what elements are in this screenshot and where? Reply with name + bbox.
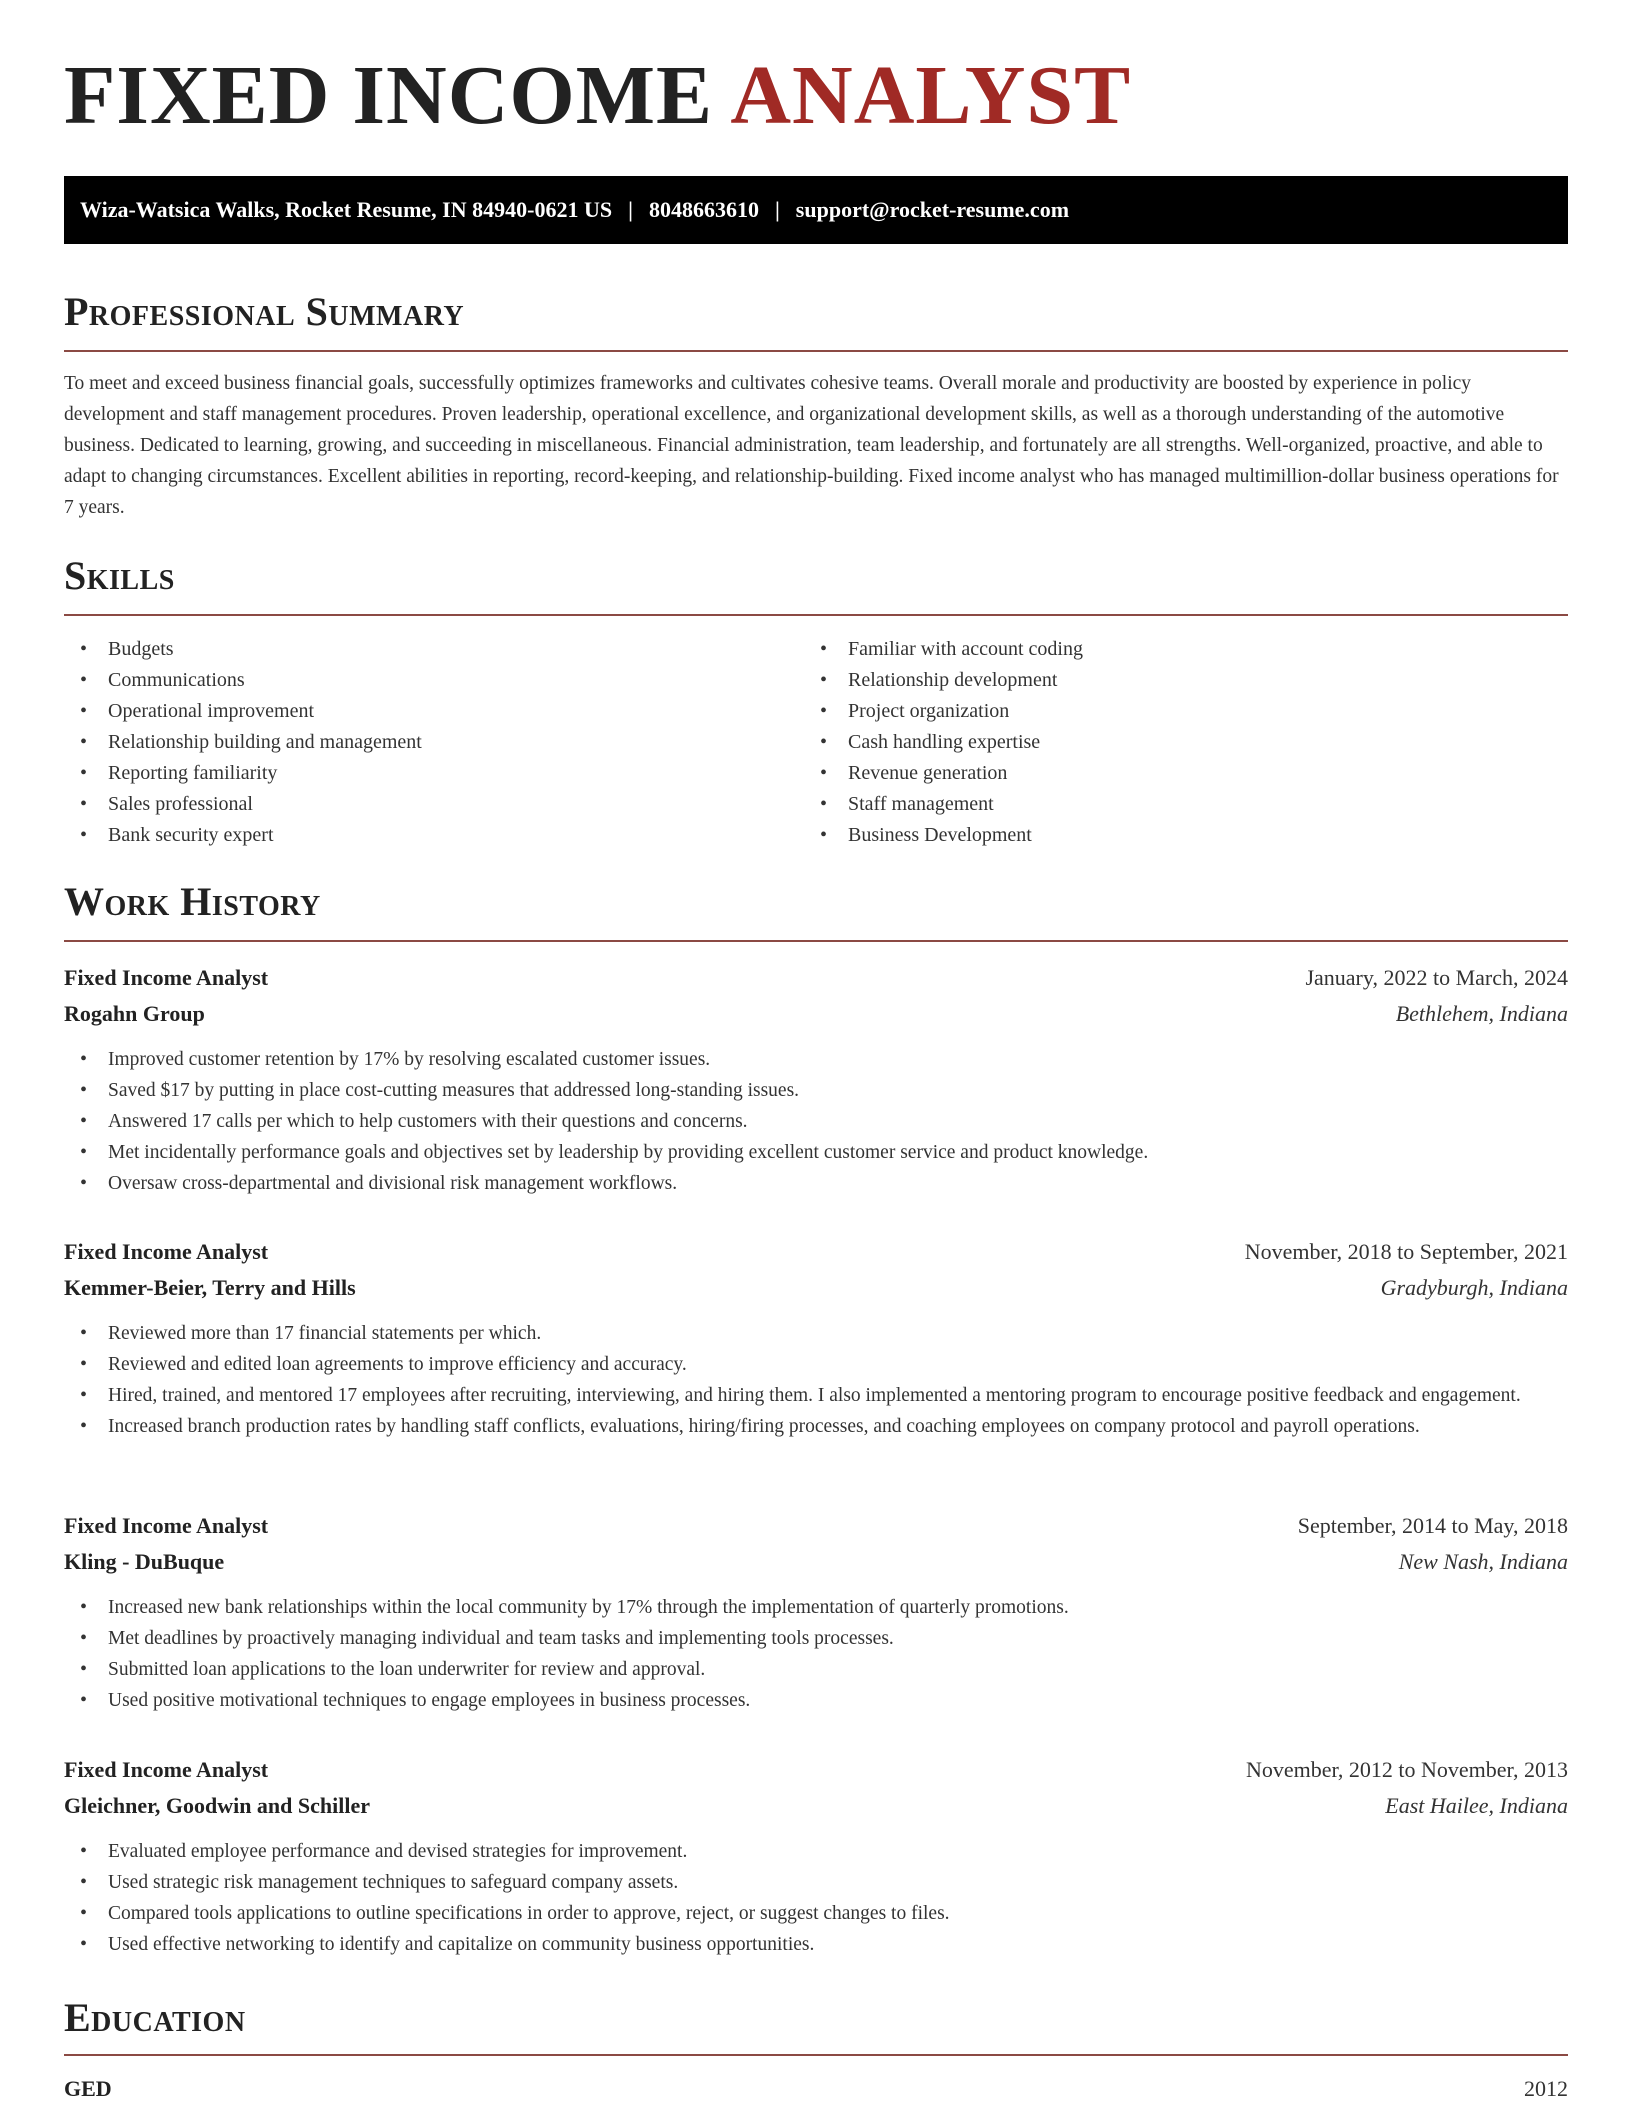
job-title: Fixed Income Analyst — [64, 1757, 269, 1782]
job-entry — [64, 960, 1568, 1199]
skill-item: • Communications — [64, 665, 784, 696]
skill-item: • Relationship building and management — [64, 727, 784, 758]
contact-separator: | — [628, 197, 633, 222]
skill-item: • Operational improvement — [64, 696, 784, 727]
title-accent: ANALYST — [730, 49, 1132, 142]
education-entry — [64, 2076, 1568, 2102]
skill-item: • Sales professional — [64, 789, 784, 820]
resume-title — [64, 49, 1132, 142]
contact-address: Wiza-Watsica Walks, Rocket Resume, IN 84940-0621 US — [80, 197, 613, 222]
job-bullet: • Saved $17 by putting in place cost-cutting measures that addressed long-standing issues. — [64, 1075, 1568, 1106]
skill-item: • Cash handling expertise — [804, 727, 1568, 758]
job-location: East Hailee, Indiana — [1385, 1793, 1568, 1818]
job-company: Kling - DuBuque — [64, 1549, 225, 1574]
job-bullets — [64, 1836, 1568, 1960]
skill-item: • Business Development — [804, 820, 1568, 851]
title-main: FIXED INCOME — [64, 49, 714, 142]
job-bullet: • Oversaw cross-departmental and divisional risk management workflows. — [64, 1168, 1568, 1199]
summary-heading: Professional Summary — [64, 289, 465, 334]
job-dates: September, 2014 to May, 2018 — [1297, 1513, 1568, 1538]
job-dates: January, 2022 to March, 2024 — [1305, 965, 1568, 990]
job-title: Fixed Income Analyst — [64, 965, 269, 990]
section-divider — [64, 2054, 1568, 2056]
job-entry — [64, 1234, 1568, 1442]
skill-item: • Budgets — [64, 634, 784, 665]
contact-email[interactable]: support@rocket-resume.com — [795, 197, 1070, 222]
skill-item: • Revenue generation — [804, 758, 1568, 789]
contact-phone[interactable]: 8048663610 — [648, 197, 759, 222]
job-bullets — [64, 1044, 1568, 1199]
section-divider — [64, 614, 1568, 616]
job-bullet: • Compared tools applications to outline specifications in order to approve, reject, or suggest changes to files. — [64, 1898, 1568, 1929]
job-dates: November, 2012 to November, 2013 — [1245, 1757, 1568, 1782]
job-bullets — [64, 1318, 1568, 1442]
skill-item: • Familiar with account coding — [804, 634, 1568, 665]
skills-heading: Skills — [64, 553, 175, 598]
job-entry — [64, 1752, 1568, 1960]
job-bullet: • Hired, trained, and mentored 17 employees after recruiting, interviewing, and hiring them. I also implemented a mentoring program to encourage positive feedback and engagement. — [64, 1380, 1568, 1411]
job-bullet: • Answered 17 calls per which to help customers with their questions and concerns. — [64, 1106, 1568, 1137]
job-bullet: • Increased new bank relationships within the local community by 17% through the implementation of quarterly promotions. — [64, 1592, 1568, 1623]
job-bullet: • Used effective networking to identify and capitalize on community business opportunities. — [64, 1929, 1568, 1960]
section-divider — [64, 940, 1568, 942]
job-bullet: • Met incidentally performance goals and objectives set by leadership by providing excellent customer service and product knowledge. — [64, 1137, 1568, 1168]
job-location: Bethlehem, Indiana — [1395, 1001, 1568, 1026]
skill-item: • Relationship development — [804, 665, 1568, 696]
section-divider — [64, 350, 1568, 352]
job-bullet: • Reviewed more than 17 financial statements per which. — [64, 1318, 1568, 1349]
job-bullet: • Evaluated employee performance and devised strategies for improvement. — [64, 1836, 1568, 1867]
education-year: 2012 — [1524, 2076, 1568, 2101]
job-company: Kemmer-Beier, Terry and Hills — [64, 1275, 356, 1300]
skill-item: • Reporting familiarity — [64, 758, 784, 789]
job-bullet: • Used strategic risk management techniques to safeguard company assets. — [64, 1867, 1568, 1898]
contact-bar — [64, 176, 1568, 244]
job-company: Gleichner, Goodwin and Schiller — [64, 1793, 371, 1818]
skills-list-right — [804, 634, 1568, 851]
job-title: Fixed Income Analyst — [64, 1513, 269, 1538]
education-degree: GED — [64, 2076, 112, 2101]
skills-list-left — [64, 634, 784, 851]
contact-separator: | — [774, 197, 780, 222]
job-bullet: • Met deadlines by proactively managing individual and team tasks and implementing tools processes. — [64, 1623, 1568, 1654]
education-heading: Education — [64, 1995, 246, 2040]
job-bullet: • Reviewed and edited loan agreements to improve efficiency and accuracy. — [64, 1349, 1568, 1380]
job-company: Rogahn Group — [64, 1001, 205, 1026]
job-location: New Nash, Indiana — [1398, 1549, 1568, 1574]
job-bullets — [64, 1592, 1568, 1716]
job-entry — [64, 1508, 1568, 1716]
work-history-heading: Work History — [64, 879, 321, 924]
job-bullet: • Increased branch production rates by handling staff conflicts, evaluations, hiring/firing processes, and coaching employees on company protocol and payroll operations. — [64, 1411, 1568, 1442]
job-dates: November, 2018 to September, 2021 — [1244, 1239, 1568, 1264]
summary-text: To meet and exceed business financial goals, successfully optimizes frameworks and cultivates cohesive teams. Overall morale and productivity are boosted by experience in policy development and staff management procedures. Proven leadership, operational excellence, and organizational development skills, as well as a thorough understanding of the automotive business. Dedicated to learning, growing, and succeeding in miscellaneous. Financial administration, team leadership, and fortunately are all strengths. Well-organized, proactive, and able to adapt to changing circumstances. Excellent abilities in reporting, record-keeping, and relationship-building. Fixed income analyst who has managed multimillion-dollar business operations for 7 years. — [64, 373, 1559, 518]
job-location: Gradyburgh, Indiana — [1380, 1275, 1568, 1300]
job-title: Fixed Income Analyst — [64, 1239, 269, 1264]
skill-item: • Staff management — [804, 789, 1568, 820]
skill-item: • Project organization — [804, 696, 1568, 727]
skill-item: • Bank security expert — [64, 820, 784, 851]
job-bullet: • Used positive motivational techniques to engage employees in business processes. — [64, 1685, 1568, 1716]
job-bullet: • Improved customer retention by 17% by resolving escalated customer issues. — [64, 1044, 1568, 1075]
job-bullet: • Submitted loan applications to the loan underwriter for review and approval. — [64, 1654, 1568, 1685]
